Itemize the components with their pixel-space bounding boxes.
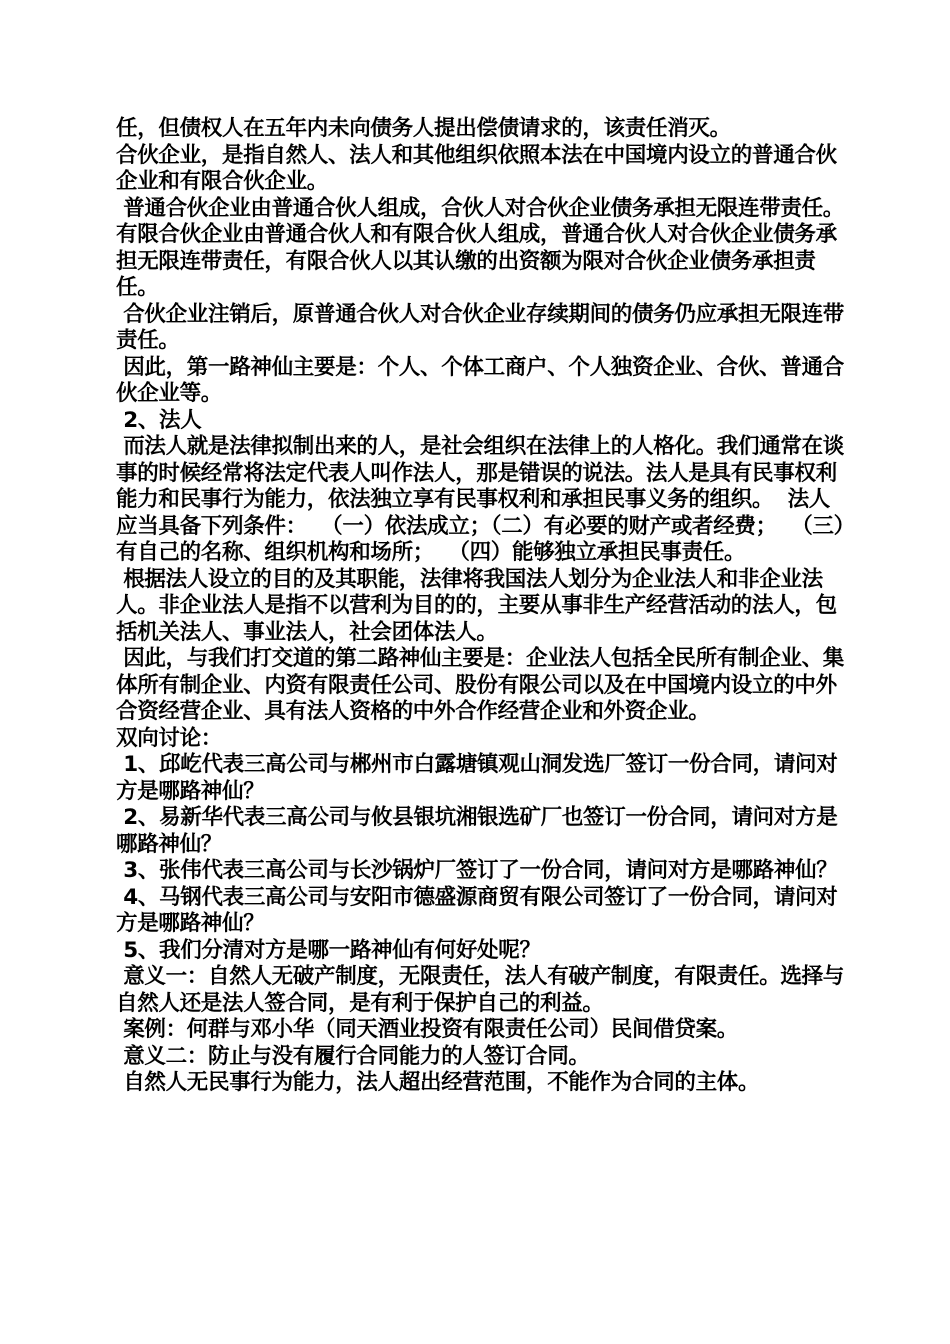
paragraph: 合伙企业，是指自然人、法人和其他组织依照本法在中国境内设立的普通合伙企业和有限合伙企业。 <box>116 142 837 194</box>
body-text <box>116 116 846 1097</box>
paragraph: 意义二：防止与没有履行合同能力的人签订合同。 <box>116 1043 590 1069</box>
paragraph: 因此，与我们打交道的第二路神仙主要是：企业法人包括全民所有制企业、集体所有制企业、内资有限责任公司、股份有限公司以及在中国境内设立的中外合资经营企业、具有法人资格的中外合作经营企业和外资企业。 <box>116 646 844 724</box>
discussion-item: 2、易新华代表三高公司与攸县银坑湘银选矿厂也签订一份合同，请问对方是哪路神仙？ <box>116 805 838 857</box>
paragraph: 因此，第一路神仙主要是：个人、个体工商户、个人独资企业、合伙、普通合伙企业等。 <box>116 354 844 406</box>
discussion-item: 1、邱屹代表三高公司与郴州市白露塘镇观山洞发选厂签订一份合同，请问对方是哪路神仙？ <box>116 752 838 804</box>
paragraph: 自然人无民事行为能力，法人超出经营范围，不能作为合同的主体。 <box>116 1070 760 1095</box>
discussion-item: 3、张伟代表三高公司与长沙锅炉厂签订了一份合同，请问对方是哪路神仙？ <box>116 858 838 883</box>
discussion-item: 4、马钢代表三高公司与安阳市德盛源商贸有限公司签订了一份合同，请问对方是哪路神仙？ <box>116 884 838 936</box>
paragraph: 普通合伙企业由普通合伙人组成，合伙人对合伙企业债务承担无限连带责任。有限合伙企业由普通合伙人和有限合伙人组成，普通合伙人对合伙企业债务承担无限连带责任，有限合伙人以其认缴的出资额为限对合伙企业债务承担责任。 <box>116 195 844 300</box>
discussion-heading: 双向讨论： <box>116 725 223 751</box>
paragraph: 任，但债权人在五年内未向债务人提出偿债请求的，该责任消灭。 <box>116 116 731 141</box>
paragraph: 根据法人设立的目的及其职能，法律将我国法人划分为企业法人和非企业法人。非企业法人是指不以营利为目的的，主要从事非生产经营活动的法人，包括机关法人、事业法人，社会团体法人。 <box>116 566 837 645</box>
paragraph: 而法人就是法律拟制出来的人，是社会组织在法律上的人格化。我们通常在谈事的时候经常将法定代表人叫作法人，那是错误的说法。法人是具有民事权利能力和民事行为能力，依法独立享有民事权利和承担民事义务的组织。 法人应当具备下列条件： （一）依法成立；（二）有必要的财产或者经费； （三）有自己的名称、组织机构和场所； （四）能够独立承担民事责任。 <box>116 434 845 565</box>
paragraph: 合伙企业注销后，原普通合伙人对合伙企业存续期间的债务仍应承担无限连带责任。 <box>116 301 844 353</box>
section-heading: 2、法人 <box>116 407 202 433</box>
paragraph: 意义一：自然人无破产制度，无限责任，法人有破产制度，有限责任。选择与自然人还是法人签合同，是有利于保护自己的利益。 <box>116 964 844 1016</box>
paragraph: 案例：何群与邓小华（同天酒业投资有限责任公司）民间借贷案。 <box>116 1017 738 1042</box>
discussion-item: 5、我们分清对方是哪一路神仙有何好处呢？ <box>116 937 541 963</box>
